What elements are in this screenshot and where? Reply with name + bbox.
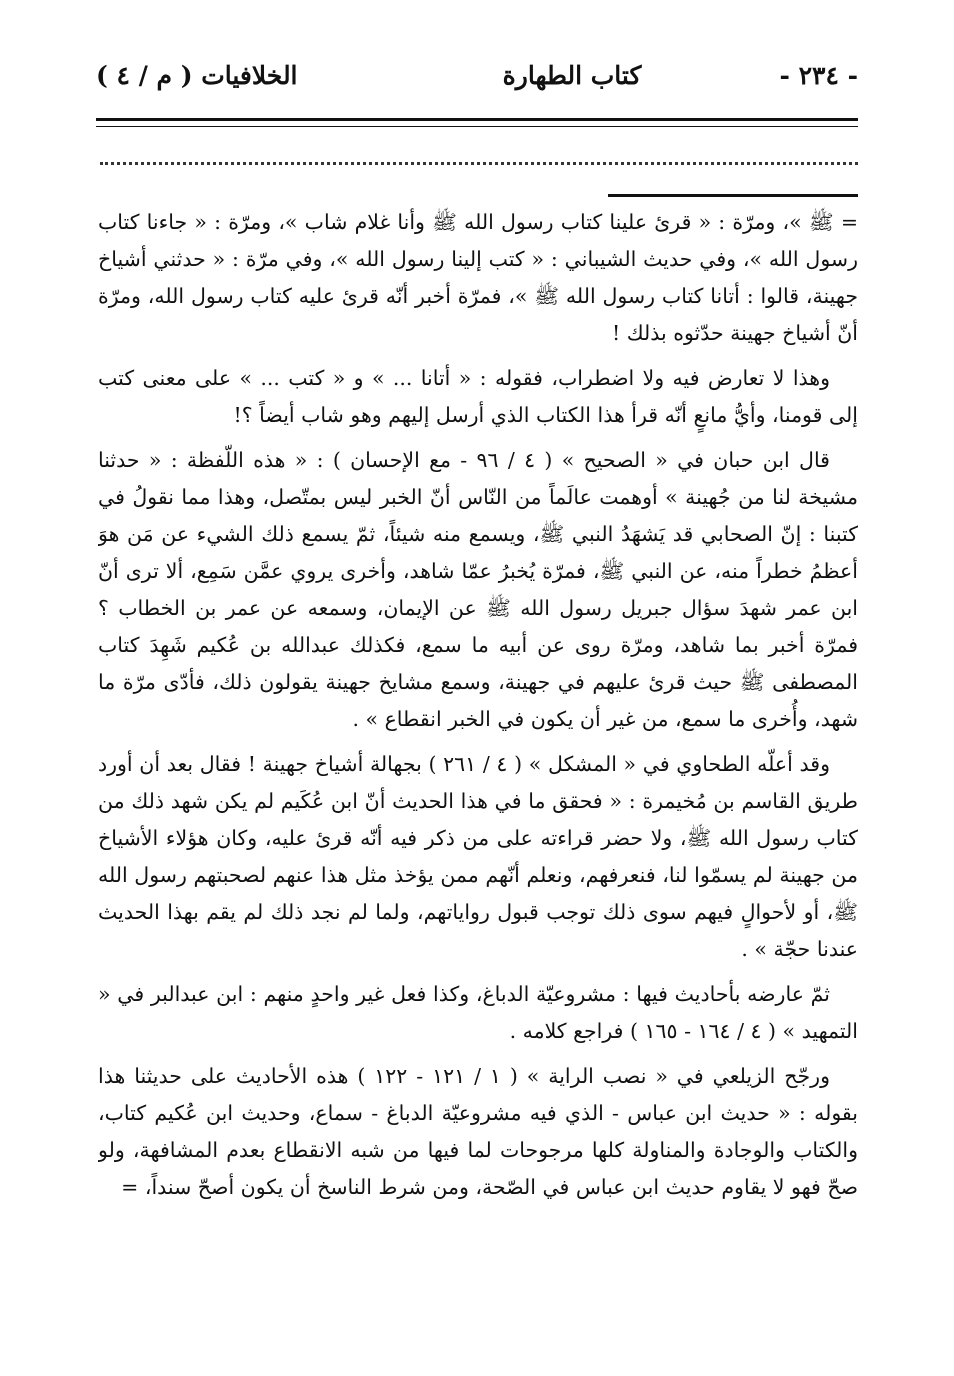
section-title: الخلافيات ( م / ٤ ) xyxy=(96,60,298,90)
footnote-paragraph-3: قال ابن حبان في « الصحيح » ( ٤ / ٩٦ - مع الإحسان ) : « هذه اللّفظة : « حدثنا مشيخة لنا من جُهينة » أوهمت عالَماً من النّاس أنّ الخبر ليس بمتّصل، وهذا مما نقولُ في كتبنا : إنّ الصحابي قد يَشهَدُ النبي ﷺ، ويسمع منه شيئاً، ثمّ يسمع ذلك الشيء عن مَن هوَ أعظمُ خطراً منه، عن النبي ﷺ، فمرّة يُخبرُ عمّا شاهد، وأخرى يروي عمَّن سَمِع، ألا ترى أنّ ابن عمر شهدَ سؤال جبريل رسول الله ﷺ عن الإيمان، وسمعه عن عمر بن الخطاب ؟ فمرّة أخبر بما شاهد، ومرّة روى عن أبيه ما سمع، فكذلك عبدالله بن عُكيم شَهِدَ كتاب المصطفى ﷺ حيث قرئ عليهم في جهينة، وسمع مشايخ جهينة يقولون ذلك، فأدّى مرّة ما شهد، وأُخرى ما سمع، من غير أن يكون في الخبر انقطاع » . xyxy=(98,448,858,731)
dotted-separator xyxy=(100,162,858,165)
footnote-paragraph-6: ورجّح الزيلعي في « نصب الراية » ( ١ / ١٢١ - ١٢٢ ) هذه الأحاديث على حديثنا هذا بقوله : « حديث ابن عباس - الذي فيه مشروعيّة الدباغ - سماع، وحديث ابن عُكيم كتاب، والكتاب والوجادة والمناولة كلها مرجوحات لما فيها من شبه الانقطاع بعدم المشافهة، ولو صحّ فهو لا يقاوم حديث ابن عباس في الصّحة، ومن شرط الناسخ أن يكون أصحّ سنداً، = xyxy=(98,1064,858,1199)
footnote-paragraph-2: وهذا لا تعارض فيه ولا اضطراب، فقوله : « أتانا ... » و « كتب ... » على معنى كتب إلى قومنا، وأيُّ مانعٍ أنّه قرأ هذا الكتاب الذي أرسل إليهم وهو شاب أيضاً ؟! xyxy=(98,366,858,427)
page-number: - ٢٣٤ - xyxy=(779,60,858,90)
book-title: كتاب الطهارة xyxy=(502,60,642,90)
header-rule-thick xyxy=(96,118,858,121)
header-rule-thin xyxy=(96,126,858,127)
page-header xyxy=(96,52,858,98)
footnote-paragraph-1: = ﷺ »، ومرّة : « قرئ علينا كتاب رسول الله ﷺ وأنا غلام شاب »، ومرّة : « جاءنا كتاب رسول الله »، وفي حديث الشيباني : « كتب إلينا رسول الله »، وفي مرّة : « حدثني أشياخ جهينة، قالوا : أتانا كتاب رسول الله ﷺ »، فمرّة أخبر أنّه قرئ عليه كتاب رسول الله، ومرّة أنّ أشياخ جهينة حدّثوه بذلك ! xyxy=(98,210,858,345)
footnote-body xyxy=(98,204,858,1314)
footnote-paragraph-4: وقد أعلّه الطحاوي في « المشكل » ( ٤ / ٢٦١ ) بجهالة أشياخ جهينة ! فقال بعد أن أورد طريق القاسم بن مُخيمرة : « فحقق ما في هذا الحديث أنّ ابن عُكَيم لم يكن شهد ذلك من كتاب رسول الله ﷺ، ولا حضر قراءته على من ذكر فيه أنّه قرئ عليه، وكان هؤلاء الأشياخ من جهينة لم يسمّوا لنا، فنعرفهم، ونعلم أنّهم ممن يؤخذ مثل هذا عنهم لصحبتهم رسول الله ﷺ، أو لأحوالٍ فيهم سوى ذلك توجب قبول رواياتهم، ولما لم نجد ذلك لم يقم بهذا الحديث عندنا حجّة » . xyxy=(98,752,858,961)
footnote-paragraph-5: ثمّ عارضه بأحاديث فيها : مشروعيّة الدباغ، وكذا فعل غير واحدٍ منهم : ابن عبدالبر في « التمهيد » ( ٤ / ١٦٤ - ١٦٥ ) فراجع كلامه . xyxy=(98,982,858,1043)
footnote-separator xyxy=(608,194,858,197)
